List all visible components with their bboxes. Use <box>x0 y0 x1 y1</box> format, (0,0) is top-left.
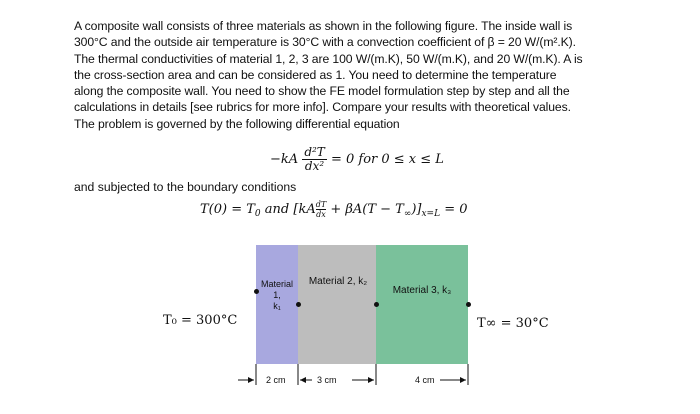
material1-k: k₁ <box>273 301 281 311</box>
bc-close: )] <box>411 202 422 217</box>
dim1-label: 2 cm <box>266 375 286 385</box>
problem-line: calculations in details [see rubrics for more info]. Compare your results with theoretical values. <box>74 100 571 115</box>
bc-dnum: dT <box>315 200 327 209</box>
material1-name: Material 1, <box>260 279 293 300</box>
eq1-suffix: = 0 for 0 ≤ x ≤ L <box>330 152 444 167</box>
bc-rest-sub: ∞ <box>403 209 412 219</box>
bc-and: and <box>260 202 294 217</box>
bc-intro: and subjected to the boundary conditions <box>74 180 297 194</box>
bc-bracket-open: [kA <box>293 202 316 217</box>
bc-dden: dx <box>316 210 326 219</box>
material2-label: Material 2, k₂ <box>308 276 368 287</box>
eq1-prefix: −kA <box>270 152 299 167</box>
bc-left: T(0) = T <box>200 202 255 217</box>
problem-line: The problem is governed by the following differential equation <box>74 116 400 131</box>
eq1-denominator: dx² <box>304 159 325 173</box>
bc-eval-sub: x=L <box>421 209 441 219</box>
problem-line: The thermal conductivities of material 1, 2, 3 are 100 W/(m.K), 50 W/(m.K), and 20 W/(m.K). A is <box>74 51 583 66</box>
material3-label: Material 3, k₃ <box>392 285 452 296</box>
bc-rest: + βA(T − T <box>326 202 404 217</box>
problem-line: the cross-section area and can be considered as 1. You need to determine the temperature <box>74 67 557 82</box>
dim3-label: 4 cm <box>415 375 435 385</box>
bc-tail: = 0 <box>440 202 468 217</box>
tinf-label: T∞ = 30°C <box>477 316 549 331</box>
t0-label: T₀ = 300°C <box>163 313 238 328</box>
bc-left-sub: 0 <box>254 209 261 219</box>
problem-line: 300°C and the outside air temperature is 30°C with a convection coefficient of β = 20 W/(m².K). <box>74 35 576 50</box>
problem-line: along the composite wall. You need to show the FE model formulation step by step and all the <box>74 84 570 99</box>
dim2-label: 3 cm <box>317 375 337 385</box>
problem-line: A composite wall consists of three materials as shown in the following figure. The inside wall is <box>74 19 573 33</box>
eq1-numerator: d²T <box>304 145 325 159</box>
